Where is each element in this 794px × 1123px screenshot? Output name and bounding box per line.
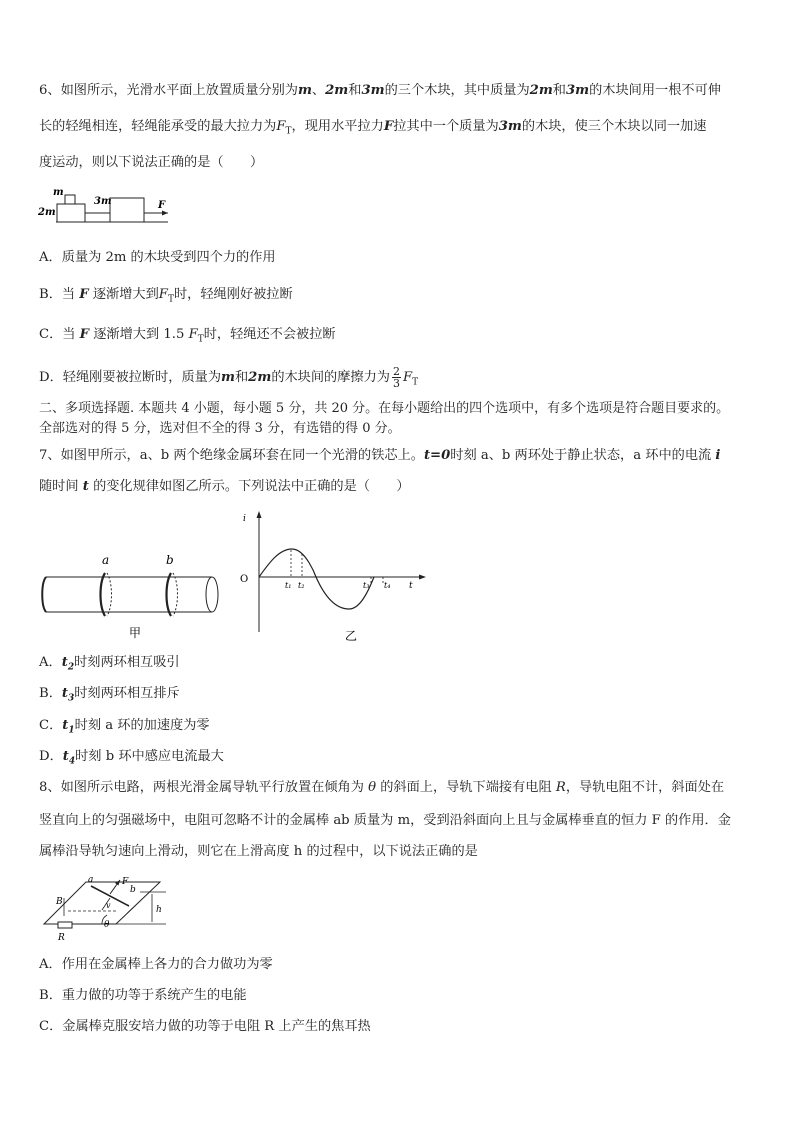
label-a: a	[102, 553, 110, 567]
section-heading-line-1: 二、多项选择题. 本题共 4 小题，每小题 5 分，共 20 分。在每小题给出的四个选项中，有多个选项是符合题目要求的。	[39, 401, 730, 416]
q7-text: 时刻 a、b 两环处于静止状态，a 环中的电流	[450, 448, 712, 463]
q6-text: 6、如图所示，光滑水平面上放置质量分别为	[39, 83, 298, 98]
arrow-head-icon	[115, 880, 120, 886]
q7-option-a	[39, 653, 180, 678]
section-heading-line-2: 全部选对的得 5 分，选对但不全的得 3 分，有选错的得 0 分。	[39, 421, 401, 436]
q7-figure-jia	[36, 548, 236, 644]
q6-text: 的木块间用一根不可伸	[589, 83, 721, 98]
var-t: t	[61, 686, 68, 701]
var-R: R	[555, 780, 566, 795]
q8-text: 8、如图所示电路，两根光滑金属导轨平行放置在倾角为	[39, 780, 364, 795]
label-2m: 2m	[38, 207, 56, 218]
var-FT-sub: T	[285, 126, 292, 137]
var-2m: 2m	[325, 83, 349, 98]
q6-text: ，现用水平拉力	[291, 119, 384, 134]
q7-option-b	[39, 684, 180, 709]
q7-option-d	[39, 747, 224, 772]
var-FT: F	[188, 327, 198, 342]
q6-text: D．轻绳刚要被拉断时，质量为	[39, 370, 222, 385]
label-3m: 3m	[94, 196, 112, 207]
label-a: a	[88, 875, 94, 885]
var-t0: t=0	[423, 448, 451, 463]
label-F: F	[158, 200, 166, 211]
label-b: b	[166, 553, 174, 567]
q7-option-c	[39, 716, 210, 741]
var-FT-sub: T	[197, 334, 204, 345]
subscript: 3	[67, 693, 75, 704]
label-h: h	[156, 905, 162, 915]
label-F: F	[122, 877, 129, 887]
q6-option-c	[39, 325, 336, 350]
q7-text: 时刻两环相互吸引	[74, 655, 180, 670]
label-R: R	[58, 933, 65, 943]
q7-text: D．	[39, 749, 63, 764]
caption-jia: 甲	[129, 626, 142, 640]
label-t1: t₁	[285, 581, 292, 590]
q8-line-3: 属棒沿导轨匀速向上滑动，则它在上滑高度 h 的过程中，以下说法正确的是	[39, 844, 478, 859]
var-2m: 2m	[529, 83, 553, 98]
q6-text: 的三个木块，其中质量为	[384, 83, 530, 98]
var-t: t	[82, 479, 89, 494]
q8-text: ，导轨电阻不计，斜面处在	[565, 780, 725, 795]
var-FT-sub: T	[167, 294, 174, 305]
q6-text: 和	[348, 83, 362, 98]
q6-text: 和	[234, 370, 249, 385]
var-F: F	[79, 327, 90, 342]
ring-a-back	[107, 573, 112, 616]
var-FT: F	[403, 370, 413, 385]
q7-text: 7、如图甲所示，a、b 两个绝缘金属环套在同一个光滑的铁芯上。	[39, 448, 424, 463]
caption-yi: 乙	[345, 629, 358, 643]
label-t3: t₃	[363, 581, 370, 590]
q6-option-a: A．质量为 2m 的木块受到四个力的作用	[39, 250, 276, 265]
q6-text: 逐渐增大到	[92, 287, 159, 302]
var-m: m	[221, 370, 235, 385]
label-t4: t₄	[384, 581, 391, 590]
label-i: i	[243, 514, 246, 524]
var-FT-sub: T	[412, 377, 419, 388]
q7-text: 时刻 a 环的加速度为零	[74, 718, 210, 733]
label-B: B	[56, 897, 63, 907]
label-v: v	[106, 901, 111, 910]
core-right-end	[206, 577, 218, 612]
q7-line-2	[39, 477, 410, 497]
label-t: t	[409, 581, 413, 591]
arrow-head-icon	[162, 211, 168, 216]
block-3m	[110, 198, 144, 222]
q7-figure-yi	[234, 508, 434, 644]
var-t: t	[61, 655, 68, 670]
var-m: m	[297, 83, 312, 98]
block-2m	[57, 204, 85, 222]
q6-text: 长的轻绳相连，轻绳能承受的最大拉力为	[39, 119, 277, 134]
var-i: i	[715, 448, 721, 463]
var-theta: θ	[368, 780, 377, 795]
q6-text: C．当	[39, 327, 76, 342]
label-m: m	[53, 187, 64, 198]
var-t: t	[62, 718, 69, 733]
ring-b-front	[167, 573, 172, 616]
q8-incline-figure	[36, 872, 176, 946]
block-m	[65, 195, 75, 204]
var-2m: 2m	[248, 370, 272, 385]
fraction	[392, 366, 401, 389]
q8-text: 的斜面上，导轨下端接有电阻	[380, 780, 552, 795]
q8-line-2: 竖直向上的匀强磁场中，电阻可忽略不计的金属棒 ab 质量为 m，受到沿斜面向上且与金属棒垂直的恒力 F 的作用．金	[39, 813, 731, 828]
q6-text: 的木块，使三个木块以同一加速	[521, 119, 707, 134]
q6-line-2	[39, 117, 707, 142]
var-t: t	[62, 749, 69, 764]
subscript: 4	[68, 756, 76, 767]
var-3m: 3m	[361, 83, 385, 98]
var-FT: F	[276, 119, 286, 134]
subscript: 2	[67, 662, 75, 673]
q8-line-1	[39, 778, 724, 798]
q8-option-c: C．金属棒克服安培力做的功等于电阻 R 上产生的焦耳热	[39, 1019, 371, 1034]
i-axis-arrow-icon	[257, 511, 262, 518]
var-F: F	[383, 119, 394, 134]
var-3m: 3m	[498, 119, 522, 134]
q7-text: 时刻两环相互排斥	[74, 686, 180, 701]
fraction-numerator: 2	[393, 365, 400, 378]
t-axis-arrow-icon	[419, 575, 426, 580]
q8-option-a: A．作用在金属棒上各力的合力做功为零	[39, 957, 273, 972]
resistor	[58, 922, 72, 928]
q6-text: 拉其中一个质量为	[393, 119, 499, 134]
q7-text: B．	[39, 686, 62, 701]
q7-line-1	[39, 446, 720, 466]
q6-option-d	[39, 366, 418, 393]
q6-text: B．当	[39, 287, 76, 302]
q7-text: 时刻 b 环中感应电流最大	[75, 749, 224, 764]
label-origin: O	[240, 574, 249, 585]
q7-text: C．	[39, 718, 63, 733]
fraction-denominator: 3	[393, 377, 400, 390]
core-left-end	[42, 577, 46, 612]
q6-text: 、	[311, 83, 326, 98]
subscript: 1	[68, 725, 75, 736]
q6-text: 时，轻绳还不会被拉断	[203, 327, 336, 342]
q7-text: 随时间	[39, 479, 79, 494]
ring-b-back	[173, 573, 178, 616]
q8-option-b: B．重力做的功等于系统产生的电能	[39, 988, 247, 1003]
q6-blocks-figure	[36, 186, 176, 228]
q6-text: 和	[552, 83, 566, 98]
ring-a-front	[101, 573, 106, 616]
q6-line-3: 度运动，则以下说法正确的是（ ）	[39, 155, 264, 170]
var-F: F	[79, 287, 89, 302]
var-3m: 3m	[565, 83, 590, 98]
q6-line-1	[39, 81, 721, 101]
q6-text: 时，轻绳刚好被拉断	[173, 287, 293, 302]
label-t2: t₂	[298, 581, 305, 590]
q7-text: A．	[39, 655, 62, 670]
q6-option-b	[39, 285, 293, 310]
label-theta: θ	[104, 920, 110, 930]
q6-text: 的木块间的摩擦力为	[271, 370, 390, 385]
q6-text: 逐渐增大到 1.5	[93, 327, 185, 342]
var-FT: F	[158, 287, 168, 302]
q7-text: 的变化规律如图乙所示。下列说法中正确的是（ ）	[93, 479, 410, 494]
label-b: b	[130, 885, 136, 895]
current-curve	[259, 549, 374, 609]
